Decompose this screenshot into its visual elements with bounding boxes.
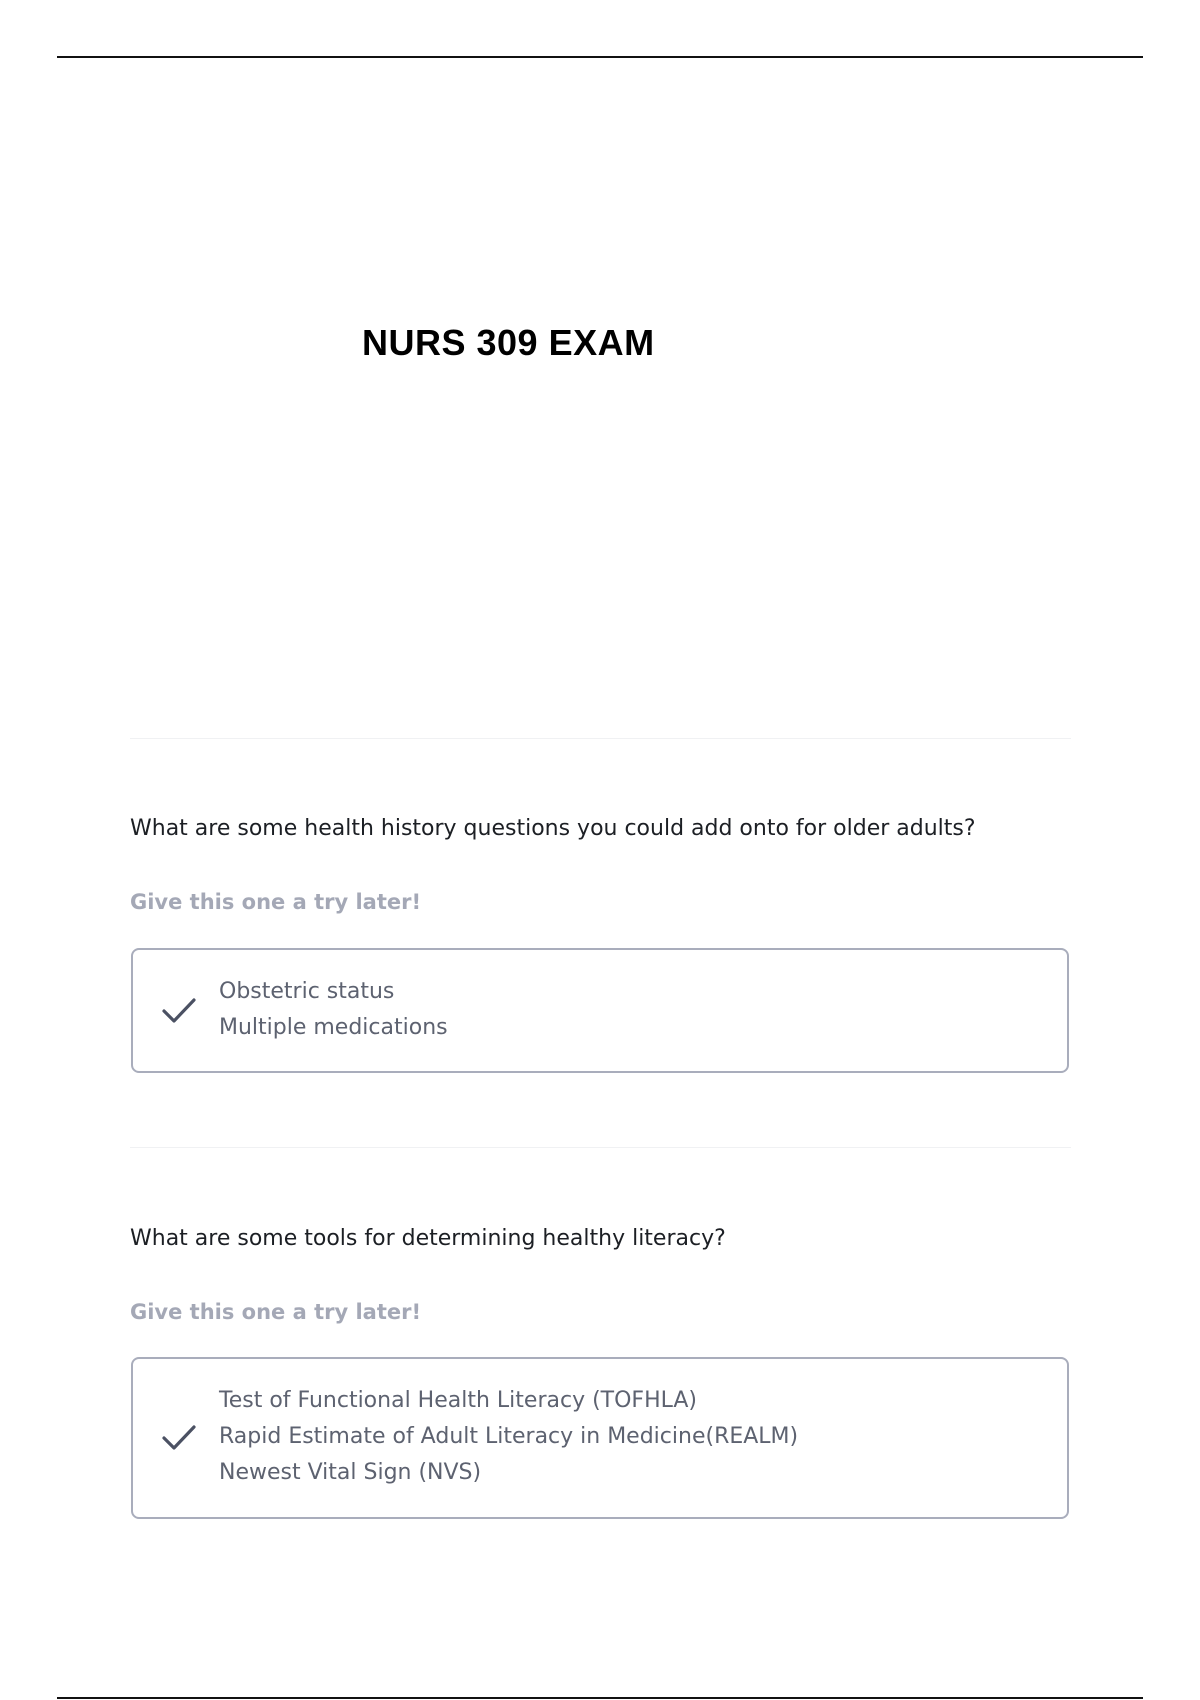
answer-line: Obstetric status <box>219 979 395 1004</box>
card-divider <box>130 1147 1071 1148</box>
header-rule <box>57 56 1143 58</box>
question-text: What are some health history questions you could add onto for older adults? <box>130 816 976 841</box>
document-title: NURS 309 EXAM <box>362 322 655 363</box>
check-icon <box>161 996 197 1026</box>
answer-line: Multiple medications <box>219 1015 448 1040</box>
question-text: What are some tools for determining healthy literacy? <box>130 1226 726 1251</box>
answer-box[interactable] <box>131 1357 1069 1519</box>
answer-line: Test of Functional Health Literacy (TOFHLA) <box>219 1388 698 1413</box>
answer-line: Rapid Estimate of Adult Literacy in Medicine(REALM) <box>219 1424 799 1449</box>
footer-rule <box>57 1697 1143 1699</box>
answer-box[interactable] <box>131 948 1069 1073</box>
answer-line: Newest Vital Sign (NVS) <box>219 1460 482 1485</box>
answer-list <box>219 974 448 1046</box>
try-later-hint: Give this one a try later! <box>130 1300 422 1324</box>
answer-list <box>219 1383 798 1491</box>
card-divider <box>130 738 1071 739</box>
try-later-hint: Give this one a try later! <box>130 890 422 914</box>
check-icon <box>161 1423 197 1453</box>
